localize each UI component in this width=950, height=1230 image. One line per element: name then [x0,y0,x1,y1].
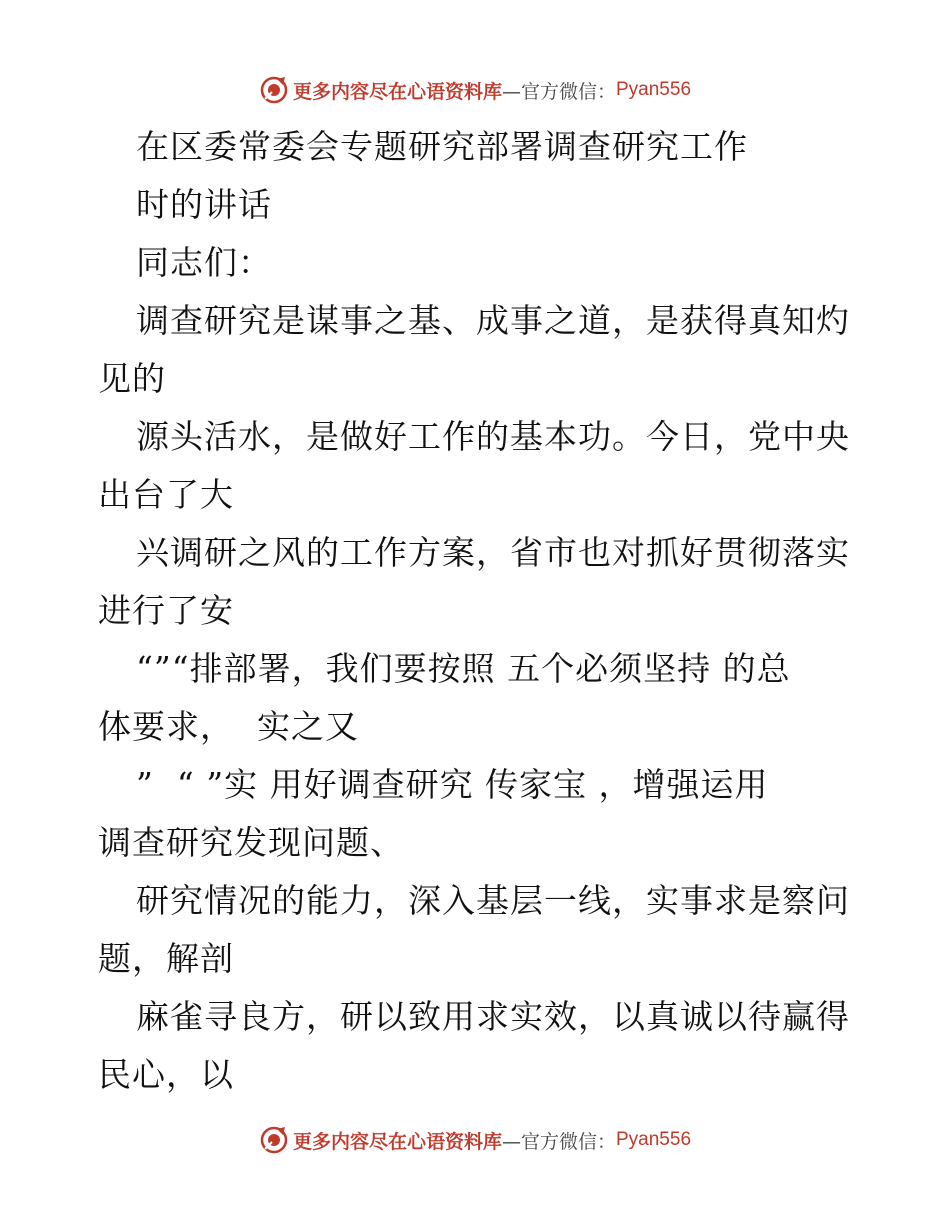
text-line: 见的 [98,359,166,398]
watermark-brand-text: 更多内容尽在心语资料库 [292,1130,502,1153]
text-line: 兴调研之风的工作方案，省市也对抓好贯彻落实 [136,533,850,572]
watermark-separator: —官方微信： [501,80,616,103]
text-line: 进行了安 [98,591,234,630]
text-line: 调查研究是谋事之基、成事之道，是获得真知灼 [136,301,850,340]
text-line: ” “ ”实 用好调查研究 传家宝 ，增强运用 [136,765,769,804]
watermark-separator: —官方微信： [501,1130,616,1153]
footer-watermark [0,1120,950,1160]
watermark-brand-text: 更多内容尽在心语资料库 [292,80,502,103]
text-line: “”“排部署，我们要按照 五个必须坚持 的总 [136,649,791,688]
text-line: 民心，以 [98,1055,234,1094]
text-line: 出台了大 [98,475,234,514]
document-title-line: 在区委常委会专题研究部署调查研究工作 [136,127,748,166]
document-body [98,118,858,1104]
text-line: 研究情况的能力，深入基层一线，实事求是察问 [136,881,850,920]
salutation-line: 同志们： [136,243,272,282]
quill-badge-icon [259,1125,289,1155]
watermark-wechat-id: Pyan556 [616,79,692,100]
text-line: 题，解剖 [98,939,234,978]
text-line: 源头活水，是做好工作的基本功。今日，党中央 [136,417,850,456]
quill-badge-icon [259,75,289,105]
text-line: 体要求， 实之又 [98,707,359,746]
text-line: 调查研究发现问题、 [98,823,404,862]
text-line: 麻雀寻良方，研以致用求实效，以真诚以待赢得 [136,997,850,1036]
document-title-line: 时的讲话 [136,185,272,224]
watermark-wechat-id: Pyan556 [616,1129,692,1150]
header-watermark [0,70,950,110]
